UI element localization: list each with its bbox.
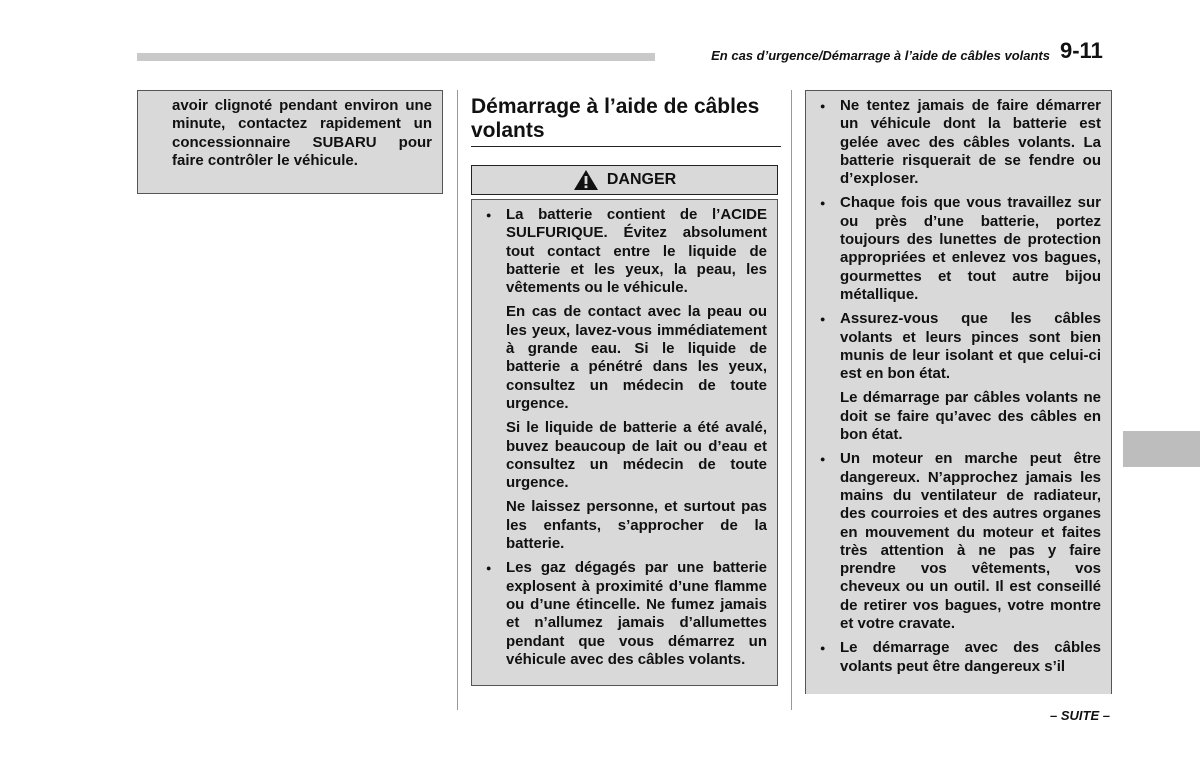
list-item xyxy=(814,194,1101,304)
left-warning-text: avoir clignoté pendant environ une minute, contactez rapidement un concessionnaire SUBARU pour faire contrôler le véhicule. xyxy=(172,97,432,169)
danger-label: DANGER xyxy=(606,171,677,188)
right-danger-box xyxy=(805,90,1112,694)
list-item xyxy=(814,310,1101,444)
chapter-side-tab xyxy=(1123,431,1200,467)
right-item-1: ● Ne tentez jamais de faire démarrer un véhicule dont la batterie est gelée avec des câbles volants. La batterie risquerait de se fendre ou d’exploser. xyxy=(840,97,1101,188)
warning-triangle-icon xyxy=(573,169,599,191)
danger-box xyxy=(471,199,778,686)
list-item xyxy=(480,559,767,669)
right-item-5: ● Le démarrage avec des câbles volants peut être dangereux s’il xyxy=(840,639,1101,675)
right-item-3: ● Assurez-vous que les câbles volants et leurs pinces sont bien munis de leur isolant et que celui-ci est en bon état. xyxy=(840,310,1101,383)
section-title: Démarrage à l’aide de câbles volants xyxy=(471,95,781,147)
list-item xyxy=(814,450,1101,633)
column-divider-left xyxy=(457,90,458,710)
column-divider-right xyxy=(791,90,792,710)
danger-list xyxy=(480,206,767,669)
danger-item-2: ● Les gaz dégagés par une batterie explosent à proximité d’une flamme ou d’une étincelle. Ne fumez jamais et n’allumez jamais d’allumettes pendant que vous démarrez un véhicule avec des câbles volants. xyxy=(506,559,767,668)
danger-item-1-para-3: Si le liquide de batterie a été avalé, buvez beaucoup de lait ou d’eau et consultez un médecin de toute urgence. xyxy=(506,419,767,492)
right-item-3-para-2: Le démarrage par câbles volants ne doit se faire qu’avec des câbles en bon état. xyxy=(840,389,1101,444)
list-item xyxy=(814,639,1101,676)
page-number: 9-11 xyxy=(1060,38,1103,63)
list-item xyxy=(480,206,767,553)
page-header-title: En cas d’urgence/Démarrage à l’aide de câbles volants xyxy=(711,48,1050,63)
danger-item-1-para-2: En cas de contact avec la peau ou les yeux, lavez-vous immédiatement à grande eau. Si le liquide de batterie a pénétré dans les yeux, consultez un médecin de toute urgence. xyxy=(506,303,767,412)
list-item xyxy=(814,97,1101,188)
right-danger-list xyxy=(814,97,1101,676)
right-item-2: ● Chaque fois que vous travaillez sur ou près d’une batterie, portez toujours des lunettes de protection appropriées et enlevez vos bagues, gourmettes et tout autre bijou métallique. xyxy=(840,194,1101,303)
danger-header xyxy=(471,165,778,195)
header-rule xyxy=(137,53,655,61)
danger-item-1: ● La batterie contient de l’ACIDE SULFURIQUE. Évitez absolument tout contact entre le liquide de batterie et les yeux, la peau, les vêtements ou le véhicule. xyxy=(506,206,767,297)
continued-label: – SUITE – xyxy=(1050,708,1110,723)
danger-item-1-para-4: Ne laissez personne, et surtout pas les enfants, s’approcher de la batterie. xyxy=(506,498,767,553)
left-warning-box xyxy=(137,90,443,194)
right-item-4: ● Un moteur en marche peut être dangereux. N’approchez jamais les mains du ventilateur de radiateur, des courroies et des autres organes en mouvement du moteur et faites très attention à ne pas y faire prendre vos vêtements, vos cheveux ou un outil. Il est conseillé de retirer vos bagues, votre montre et votre cravate. xyxy=(840,450,1101,633)
